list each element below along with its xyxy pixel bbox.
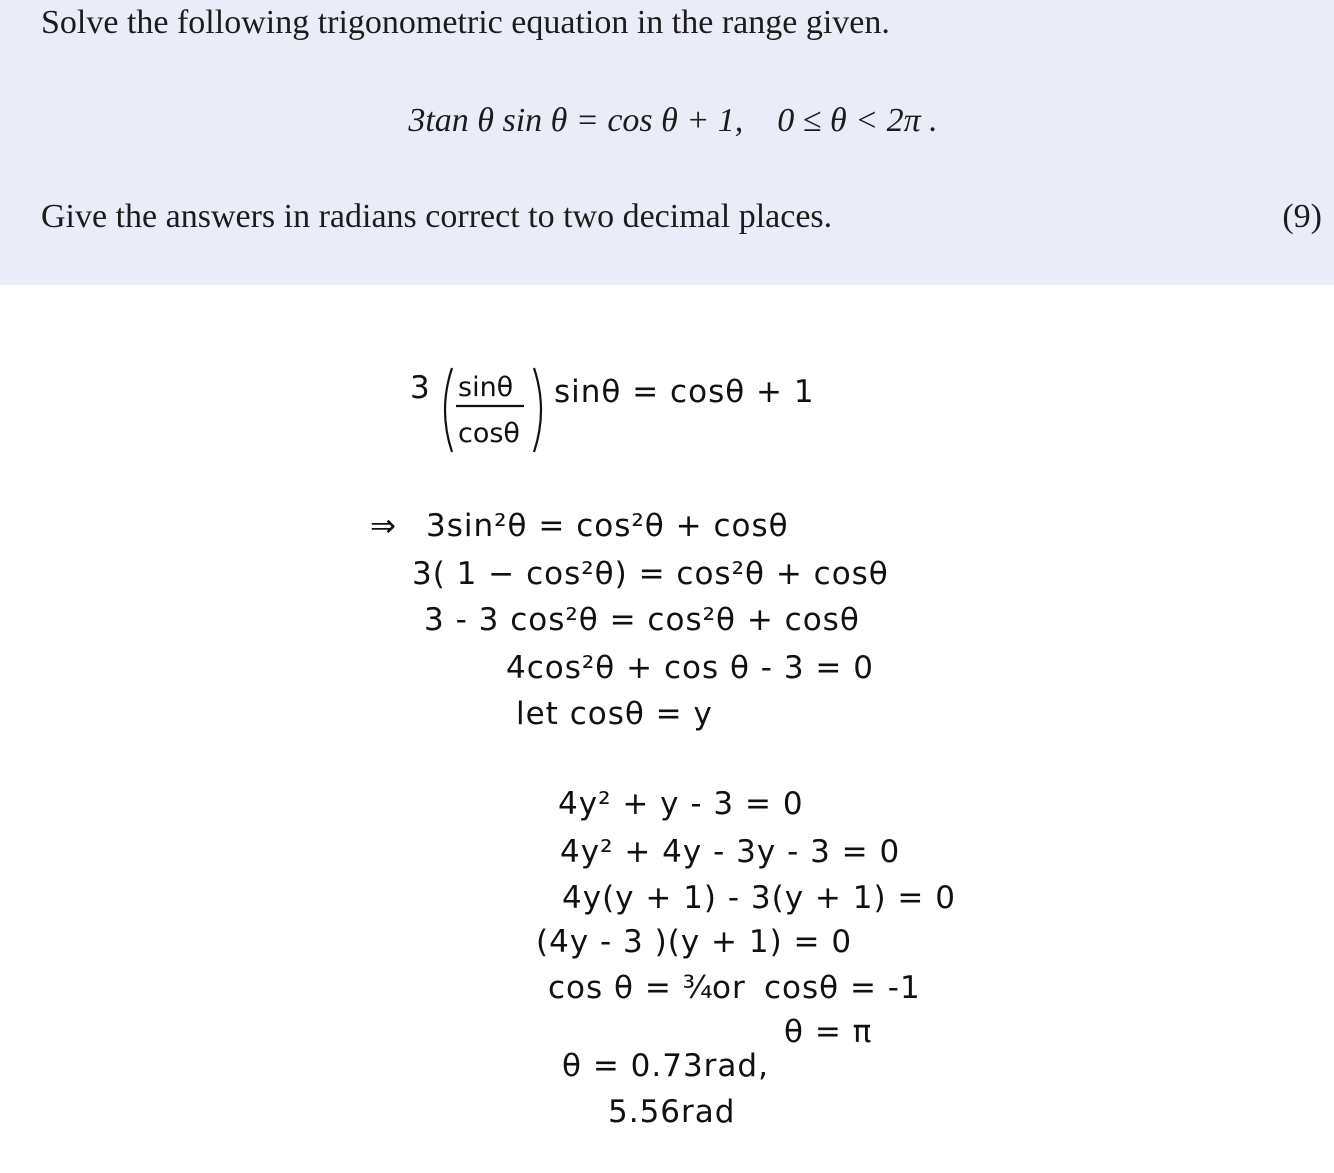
working-line-10: (4y - 3 )(y + 1) = 0 — [536, 924, 853, 960]
answer-format-instruction: Give the answers in radians correct to two decimal places. — [41, 198, 833, 235]
solution-theta-pi: θ = π — [784, 1014, 873, 1050]
implies-arrow: ⇒ — [370, 508, 397, 544]
marks-label: (9) — [1282, 198, 1322, 235]
working-line-8: 4y² + 4y - 3y - 3 = 0 — [560, 834, 901, 870]
solution-cos-minus-one: cosθ = -1 — [764, 970, 921, 1006]
fraction-denominator: cosθ — [458, 418, 520, 449]
line1-rest: sinθ = cosθ + 1 — [554, 374, 815, 410]
question-instruction: Solve the following trigonometric equation in the range given. — [41, 4, 890, 41]
working-line-2: 3sin²θ = cos²θ + cosθ — [426, 508, 789, 544]
or-label: or — [712, 970, 746, 1006]
line1-coefficient: 3 — [410, 370, 431, 406]
solution-theta-first: θ = 0.73rad, — [562, 1048, 769, 1084]
working-line-6: let cosθ = y — [516, 696, 713, 732]
equation-lhs: 3tan θ sin θ = cos θ + 1, — [408, 102, 744, 139]
working-line-7: 4y² + y - 3 = 0 — [558, 786, 804, 822]
working-line-9: 4y(y + 1) - 3(y + 1) = 0 — [562, 880, 956, 916]
solution-theta-second: 5.56rad — [608, 1094, 736, 1130]
equation-range: 0 ≤ θ < 2π . — [777, 102, 938, 139]
solution-cos-three-quarters: cos θ = ¾ — [548, 970, 714, 1006]
working-line-4: 3 - 3 cos²θ = cos²θ + cosθ — [424, 602, 860, 638]
working-line-5: 4cos²θ + cos θ - 3 = 0 — [506, 650, 874, 686]
working-line-3: 3( 1 − cos²θ) = cos²θ + cosθ — [412, 556, 889, 592]
fraction-numerator: sinθ — [458, 372, 514, 403]
